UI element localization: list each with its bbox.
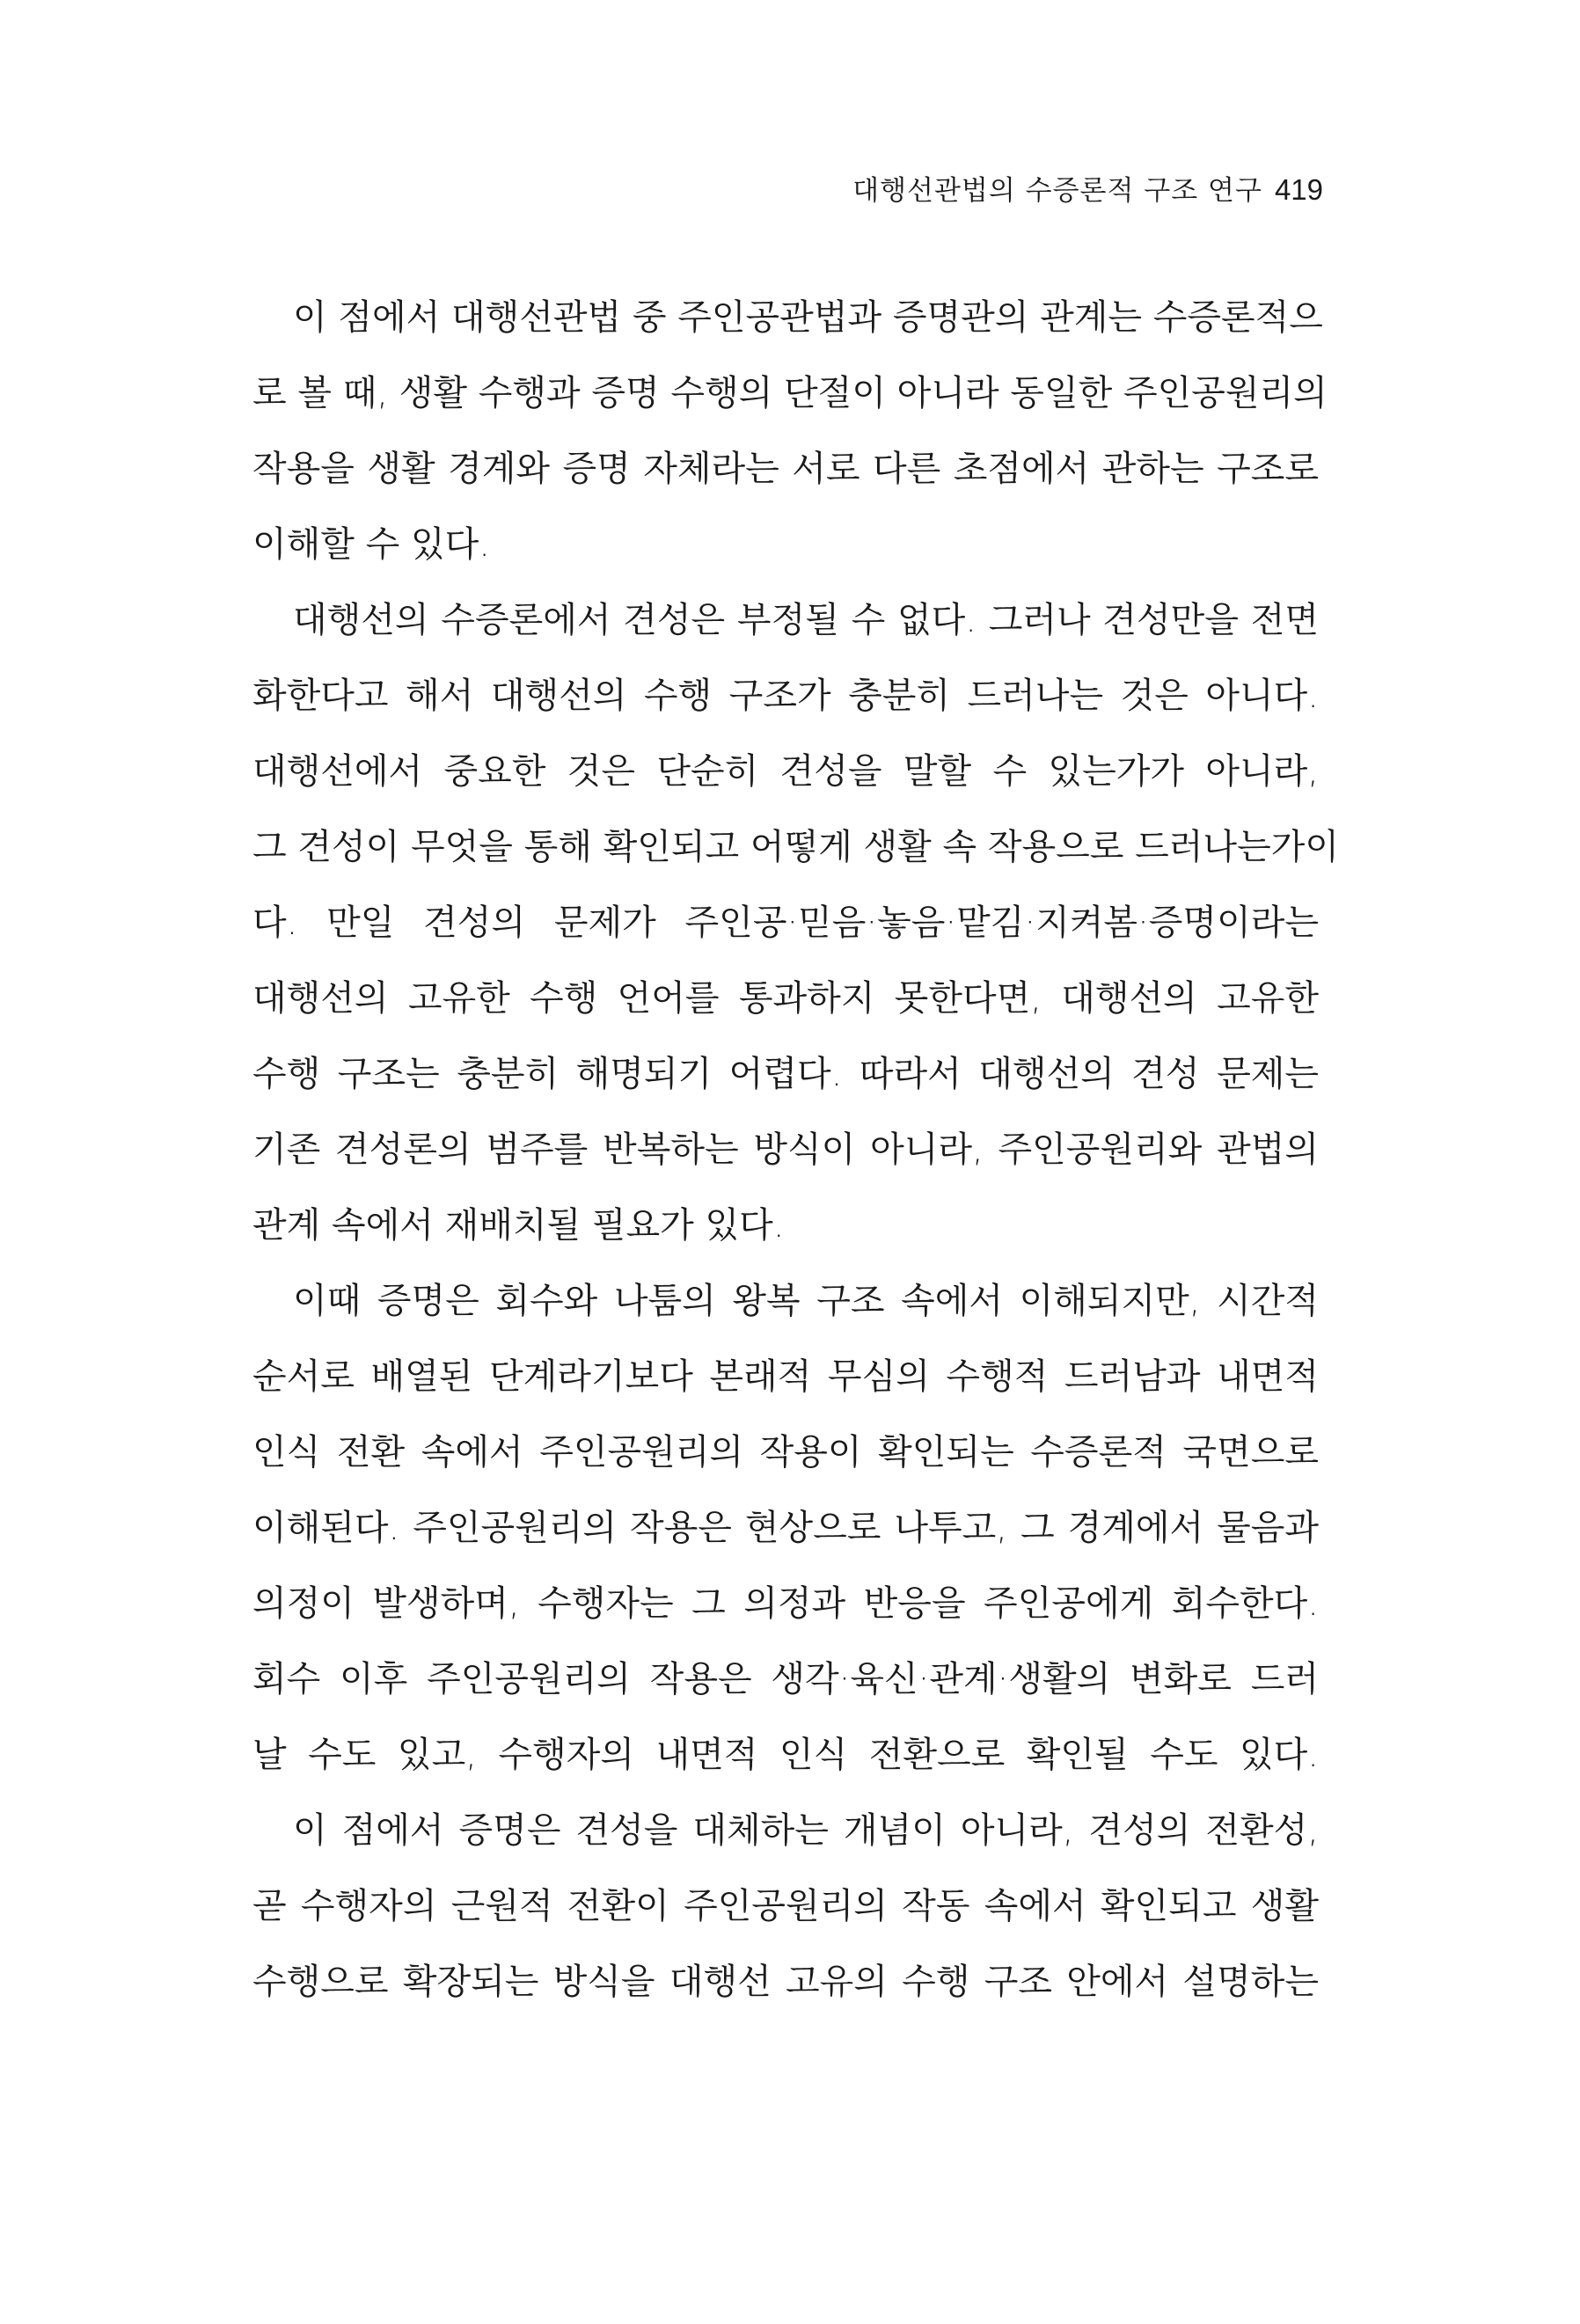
paragraph-2-line-8: 기존 견성론의 범주를 반복하는 방식이 아니라, 주인공원리와 관법의 bbox=[252, 1129, 1319, 1170]
running-header-title: 대행선관법의 수증론적 구조 연구 bbox=[852, 175, 1262, 207]
paragraph-2-line-5: 다. 만일 견성의 문제가 주인공·믿음·놓음·맡김·지켜봄·증명이라는 bbox=[252, 903, 1319, 943]
paragraph-1-line-2: 로 볼 때, 생활 수행과 증명 수행의 단절이 아니라 동일한 주인공원리의 bbox=[252, 373, 1328, 413]
paragraph-3-line-2: 순서로 배열된 단계라기보다 본래적 무심의 수행적 드러남과 내면적 bbox=[252, 1356, 1319, 1397]
paragraph-1-line-4: 이해할 수 있다. bbox=[252, 524, 490, 565]
page-number: 419 bbox=[1274, 173, 1323, 206]
paragraph-3-line-3: 인식 전환 속에서 주인공원리의 작용이 확인되는 수증론적 국면으로 bbox=[252, 1432, 1319, 1473]
running-header bbox=[852, 169, 1323, 212]
paragraph-1-line-1: 이 점에서 대행선관법 중 주인공관법과 증명관의 관계는 수증론적으 bbox=[293, 297, 1323, 338]
paragraph-3-line-7: 날 수도 있고, 수행자의 내면적 인식 전환으로 확인될 수도 있다. bbox=[252, 1735, 1319, 1775]
paragraph-2-line-2: 화한다고 해서 대행선의 수행 구조가 충분히 드러나는 것은 아니다. bbox=[252, 676, 1319, 716]
paragraph-3-line-1: 이때 증명은 회수와 나툼의 왕복 구조 속에서 이해되지만, 시간적 bbox=[293, 1281, 1319, 1321]
paragraph-4-line-1: 이 점에서 증명은 견성을 대체하는 개념이 아니라, 견성의 전환성, bbox=[293, 1810, 1319, 1851]
paragraph-2-line-3: 대행선에서 중요한 것은 단순히 견성을 말할 수 있는가가 아니라, bbox=[252, 751, 1319, 792]
paragraph-2-line-6: 대행선의 고유한 수행 언어를 통과하지 못한다면, 대행선의 고유한 bbox=[252, 978, 1319, 1019]
paragraph-4-line-3: 수행으로 확장되는 방식을 대행선 고유의 수행 구조 안에서 설명하는 bbox=[252, 1962, 1319, 2002]
paragraph-2-line-1: 대행선의 수증론에서 견성은 부정될 수 없다. 그러나 견성만을 전면 bbox=[293, 600, 1319, 640]
paragraph-4-line-2: 곧 수행자의 근원적 전환이 주인공원리의 작동 속에서 확인되고 생활 bbox=[252, 1886, 1319, 1926]
paragraph-3-line-5: 의정이 발생하며, 수행자는 그 의정과 반응을 주인공에게 회수한다. bbox=[252, 1583, 1319, 1624]
body-text bbox=[252, 280, 1339, 2020]
paragraph-3-line-4: 이해된다. 주인공원리의 작용은 현상으로 나투고, 그 경계에서 물음과 bbox=[252, 1508, 1319, 1548]
paragraph-3-line-6: 회수 이후 주인공원리의 작용은 생각·육신·관계·생활의 변화로 드러 bbox=[252, 1659, 1319, 1699]
paragraph-1-line-3: 작용을 생활 경계와 증명 자체라는 서로 다른 초점에서 관하는 구조로 bbox=[252, 449, 1319, 489]
paragraph-2-line-9: 관계 속에서 재배치될 필요가 있다. bbox=[252, 1205, 785, 1246]
paragraph-2-line-7: 수행 구조는 충분히 해명되기 어렵다. 따라서 대행선의 견성 문제는 bbox=[252, 1054, 1319, 1094]
paragraph-2-line-4: 그 견성이 무엇을 통해 확인되고 어떻게 생활 속 작용으로 드러나는가이 bbox=[252, 827, 1339, 867]
